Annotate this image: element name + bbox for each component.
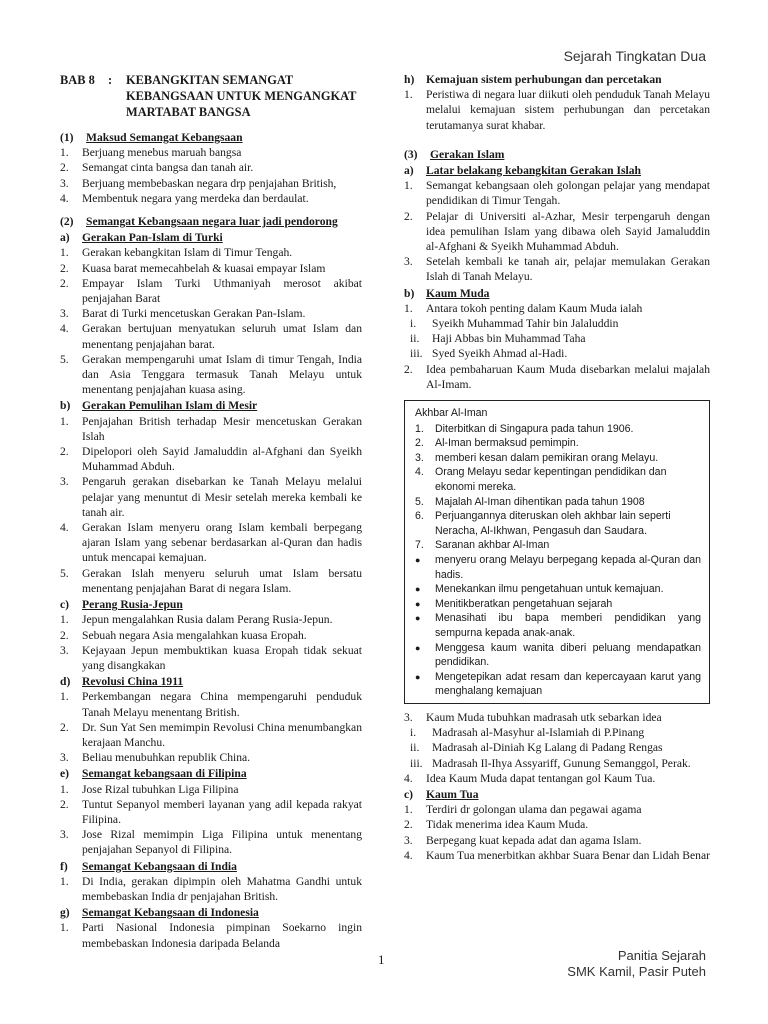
madrasah-item: ii. Madrasah al-Diniah Kg Lalang di Padang Rengas	[410, 741, 663, 755]
box-title: Akhbar Al-Iman	[415, 407, 488, 420]
list-item: 3. Kaum Muda tubuhkan madrasah utk sebarkan idea	[404, 710, 662, 724]
section-title: Semangat Kebangsaan negara luar jadi pendorong	[86, 215, 338, 229]
list-item: 4. Gerakan Islam menyeru orang Islam kembali berpegang ajaran Islam yang sebenar berdasarkan al-Quran dan hadis untuk mencapai kemajuan.	[60, 521, 362, 565]
list-item: 3. Setelah kembali ke tanah air, pelajar memulakan Gerakan Islah di Tanah Melayu.	[404, 255, 710, 284]
list-item: 3. Jose Rizal memimpin Liga Filipina untuk menentang penjajahan Sepanyol di Filipina.	[60, 828, 362, 857]
list-item: 2. Dr. Sun Yat Sen memimpin Revolusi China menumbangkan kerajaan Manchu.	[60, 720, 362, 749]
akhbar-al-iman-box	[404, 400, 710, 704]
subsection-heading: e) Semangat kebangsaan di Filipina	[60, 767, 247, 781]
footer-line: SMK Kamil, Pasir Puteh	[567, 964, 706, 979]
section-title: Gerakan Islam	[430, 147, 505, 161]
list-item: 4. Idea Kaum Muda dapat tentangan gol Kaum Tua.	[404, 771, 656, 785]
right-column	[404, 72, 710, 863]
tokoh-item: iii. Syed Syeikh Ahmad al-Hadi.	[410, 347, 568, 361]
bullet-icon: ●	[415, 598, 421, 609]
list-item: 1. Peristiwa di negara luar diikuti oleh penduduk Tanah Melayu melalui kemajuan sistem perhubungan dan percetakan terutamanya surat khabar.	[404, 88, 710, 132]
header-subject: Sejarah Tingkatan Dua	[563, 48, 706, 64]
chapter-colon: :	[108, 73, 113, 87]
list-item: 2. Semangat cinta bangsa dan tanah air.	[60, 161, 254, 175]
subsection-heading: d) Revolusi China 1911	[60, 675, 184, 689]
left-column	[60, 72, 362, 951]
list-item: 5. Gerakan mempengaruhi umat Islam di timur Tengah, India dan Asia Tenggara termasuk Tanah Melayu untuk menentang penjajahan kuasa asing.	[60, 352, 362, 397]
box-bullet: ● Mengetepikan adat resam dan kepercayaan karut yang menghalang kemajuan	[415, 670, 701, 698]
list-item: 2. Dipelopori oleh Sayid Jamaluddin al-Afghani dan Syeikh Muhammad Abduh.	[60, 445, 362, 474]
section-number: (1)	[60, 131, 74, 144]
madrasah-item: i. Madrasah al-Masyhur al-Islamiah di P.Pinang	[410, 726, 645, 740]
box-bullet: ● Menekankan ilmu pengetahuan untuk kemajuan.	[415, 583, 664, 596]
section-heading	[60, 130, 362, 145]
list-item: 2. Sebuah negara Asia mengalahkan kuasa Eropah.	[60, 628, 307, 642]
list-item: 2. Empayar Islam Turki Uthmaniyah merosot akibat penjajahan Barat	[60, 276, 362, 306]
list-item: 1. Di India, gerakan dipimpin oleh Mahatma Gandhi untuk membebaskan India dr penjajahan British.	[60, 874, 362, 903]
section-heading	[60, 214, 362, 229]
box-bullet: ● Menasihati ibu bapa memberi pendidikan yang sempurna kepada anak-anak.	[415, 612, 701, 639]
list-item: 2. Idea pembaharuan Kaum Muda disebarkan melalui majalah Al-Imam.	[404, 362, 710, 391]
list-item: 1. Parti Nasional Indonesia pimpinan Soekarno ingin membebaskan Indonesia daripada Belanda	[60, 921, 362, 950]
bullet-icon: ●	[415, 642, 421, 653]
title-line: KEBANGSAAN UNTUK MENGANGKAT	[126, 89, 357, 103]
title-line: KEBANGKITAN SEMANGAT	[126, 73, 294, 87]
subsection-heading: g) Semangat Kebangsaan di Indonesia	[60, 906, 259, 920]
chapter-title	[60, 72, 362, 120]
list-item: 1. Penjajahan British terhadap Mesir mencetuskan Gerakan Islah	[60, 414, 362, 443]
box-bullet: ● Menggesa kaum wanita diberi peluang mendapatkan pendidikan.	[415, 641, 701, 669]
subsection-heading: a) Latar belakang kebangkitan Gerakan Islah	[404, 164, 641, 178]
list-item: 3. Barat di Turki mencetuskan Gerakan Pan-Islam.	[60, 307, 306, 321]
list-item: 1. Jepun mengalahkan Rusia dalam Perang Rusia-Jepun.	[60, 613, 333, 627]
subsection-heading: b) Kaum Muda	[404, 286, 490, 300]
list-item: 1. Jose Rizal tubuhkan Liga Filipina	[60, 782, 239, 796]
page-number: 1	[378, 952, 385, 967]
subsection-heading: b) Gerakan Pemulihan Islam di Mesir	[60, 399, 258, 413]
subsection-heading: f) Semangat Kebangsaan di India	[60, 859, 237, 873]
subsection-heading: h) Kemajuan sistem perhubungan dan percetakan	[404, 73, 662, 86]
list-item: 1. Perkembangan negara China mempengaruhi penduduk Tanah Melayu menentang British.	[60, 690, 362, 719]
list-item: 3. Kejayaan Jepun membuktikan kuasa Eropah tidak sekuat yang disangkakan	[60, 643, 362, 672]
box-item: 7. Saranan akhbar Al-Iman	[415, 539, 550, 552]
box-item: 1. Diterbitkan di Singapura pada tahun 1906.	[415, 422, 634, 435]
list-item: 5. Gerakan Islah menyeru seluruh umat Islam bersatu menentang penjajahan Barat di negara Islam.	[60, 566, 362, 595]
section-number: (2)	[60, 215, 74, 229]
chapter-number: BAB 8	[60, 73, 95, 87]
madrasah-item: iii. Madrasah Il-Ihya Assyariff, Gunung Semanggol, Perak.	[410, 756, 691, 770]
list-item: 1. Semangat kebangsaan oleh golongan pelajar yang mendapat pendidikan di Timur Tengah.	[404, 179, 710, 208]
tokoh-item: ii. Haji Abbas bin Muhammad Taha	[410, 332, 586, 346]
footer-school	[567, 948, 706, 980]
list-item: 1. Berjuang menebus maruah bangsa	[60, 146, 242, 160]
bullet-icon: ●	[415, 613, 421, 624]
section-number: (3)	[404, 147, 418, 161]
list-item: 1. Antara tokoh penting dalam Kaum Muda ialah	[404, 301, 643, 315]
box-item: 2. Al-Iman bermaksud pemimpin.	[415, 437, 579, 450]
list-item: 3. Berjuang membebaskan negara drp penjajahan British,	[60, 176, 337, 190]
list-item: 4. Gerakan bertujuan menyatukan seluruh umat Islam dan menentang penjajahan barat.	[60, 322, 362, 351]
box-item: 4. Orang Melayu sedar kepentingan pendidikan dan ekonomi mereka.	[415, 466, 667, 494]
section-heading	[404, 147, 710, 162]
list-item: 2. Pelajar di Universiti al-Azhar, Mesir terpengaruh dengan idea pemulihan Islam yang dibawa oleh Sayid Jamaluddin al-Afghani & Syeikh Muhammad Abduh.	[404, 209, 710, 254]
list-item: 1. Gerakan kebangkitan Islam di Timur Tengah.	[60, 246, 293, 260]
section-title: Maksud Semangat Kebangsaan	[86, 131, 243, 144]
title-line: MARTABAT BANGSA	[126, 105, 251, 119]
list-item: 3. Berpegang kuat kepada adat dan agama Islam.	[404, 833, 642, 847]
list-item: 2. Kuasa barat memecahbelah & kuasai empayar Islam	[60, 261, 326, 275]
bullet-icon: ●	[415, 584, 421, 595]
list-item: 4. Kaum Tua menerbitkan akhbar Suara Benar dan Lidah Benar	[404, 848, 710, 862]
bullet-icon: ●	[415, 671, 421, 682]
box-bullet: ● Menitikberatkan pengetahuan sejarah	[415, 597, 613, 610]
bullet-icon: ●	[415, 555, 421, 565]
box-bullet: ● menyeru orang Melayu berpegang kepada al-Quran dan hadis.	[415, 554, 701, 581]
box-item: 3. memberi kesan dalam pemikiran orang Melayu.	[415, 451, 659, 464]
chapter-title-text	[126, 72, 362, 120]
subsection-heading: a) Gerakan Pan-Islam di Turki	[60, 231, 223, 245]
list-item: 2. Tidak menerima idea Kaum Muda.	[404, 818, 589, 832]
list-item: 4. Membentuk negara yang merdeka dan berdaulat.	[60, 191, 309, 205]
list-item: 3. Pengaruh gerakan disebarkan ke Tanah Melayu melalui pelajar yang menuntut di Mesir setelah mereka kembali ke tanah air.	[60, 475, 362, 519]
box-item: 5. Majalah Al-Iman dihentikan pada tahun 1908	[415, 495, 645, 508]
list-item: 3. Beliau menubuhkan republik China.	[60, 751, 251, 765]
subsection-heading: c) Perang Rusia-Jepun	[60, 598, 183, 612]
footer-line: Panitia Sejarah	[617, 948, 706, 963]
subsection-heading: c) Kaum Tua	[404, 787, 479, 801]
list-item: 1. Terdiri dr golongan ulama dan pegawai agama	[404, 803, 642, 817]
tokoh-item: i. Syeikh Muhammad Tahir bin Jalaluddin	[410, 317, 619, 331]
box-item: 6. Perjuangannya diteruskan oleh akhbar lain seperti Neracha, Al-Ikhwan, Pengasuh dan Saudara.	[415, 510, 671, 537]
list-item: 2. Tuntut Sepanyol memberi layanan yang adil kepada rakyat Filipina.	[60, 797, 362, 826]
